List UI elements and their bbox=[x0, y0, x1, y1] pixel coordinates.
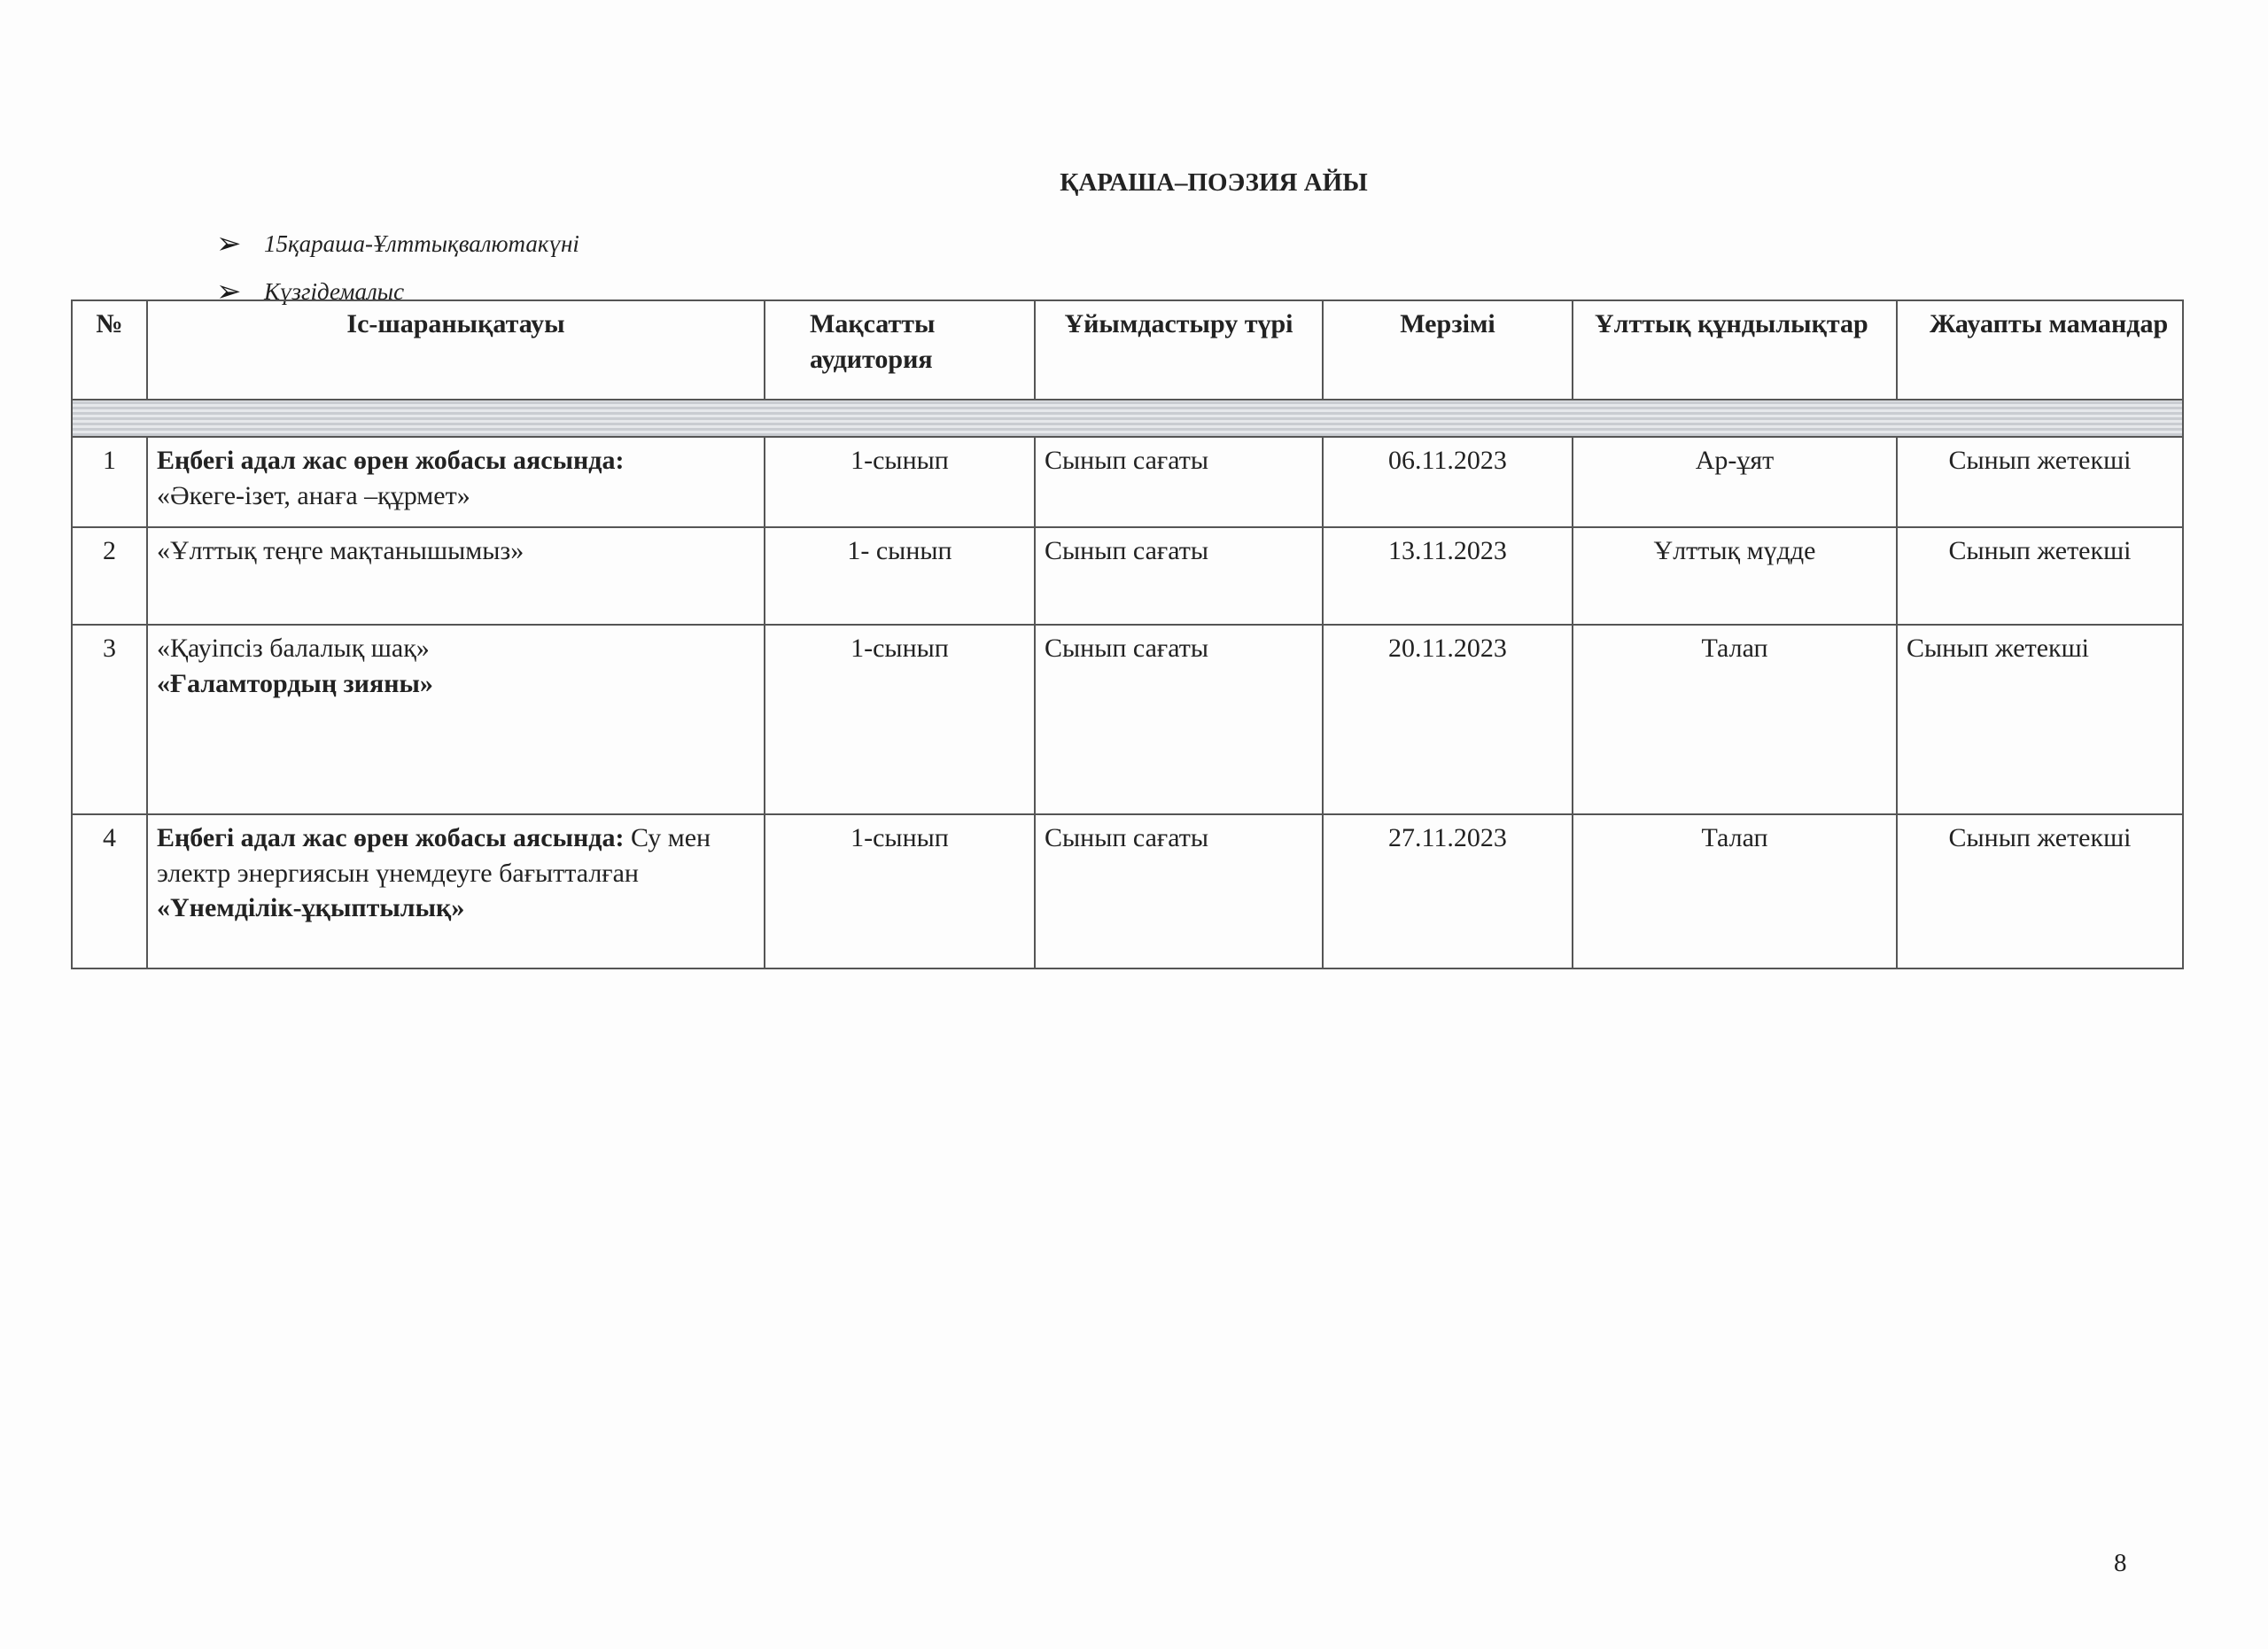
header-date: Мерзімі bbox=[1323, 300, 1573, 400]
event-title: «Әкеге-ізет, анаға –құрмет» bbox=[157, 480, 470, 510]
audience-cell: 1- сынып bbox=[765, 527, 1035, 625]
event-cell bbox=[147, 437, 765, 527]
bullet-text: 15қараша-Ұлттықвалютакүні bbox=[264, 229, 579, 257]
event-title-bold: Еңбегі адал жас өрен жобасы аясында: bbox=[157, 823, 625, 852]
events-table bbox=[71, 299, 2184, 969]
form-cell: Сынып сағаты bbox=[1035, 437, 1323, 527]
bullet-text: Күзгідемалыс bbox=[264, 277, 405, 305]
event-cell bbox=[147, 527, 765, 625]
audience-cell: 1-сынып bbox=[765, 437, 1035, 527]
audience-cell: 1-сынып bbox=[765, 625, 1035, 814]
bullet-item bbox=[216, 220, 579, 268]
header-event: Іс-шаранықатауы bbox=[147, 300, 765, 400]
values-cell: Талап bbox=[1573, 814, 1897, 968]
values-cell: Талап bbox=[1573, 625, 1897, 814]
date-cell: 27.11.2023 bbox=[1323, 814, 1573, 968]
form-cell: Сынып сағаты bbox=[1035, 625, 1323, 814]
form-cell: Сынып сағаты bbox=[1035, 814, 1323, 968]
responsible-cell: Сынып жетекші bbox=[1897, 527, 2183, 625]
values-cell: Ар-ұят bbox=[1573, 437, 1897, 527]
header-form: Ұйымдастыру түрі bbox=[1035, 300, 1323, 400]
event-title-bold: «Үнемділік-ұқыптылық» bbox=[157, 893, 465, 923]
table-header-row bbox=[72, 300, 2183, 400]
arrow-bullet-icon: ➢ bbox=[216, 226, 242, 261]
table-row bbox=[72, 625, 2183, 814]
event-title-bold: «Ғаламтордың зияны» bbox=[157, 668, 433, 698]
audience-cell: 1-сынып bbox=[765, 814, 1035, 968]
event-title: Су мен электр энергиясын үнемдеуге бағытталған bbox=[157, 823, 711, 888]
event-title-bold: Еңбегі адал жас өрен жобасы аясында: bbox=[157, 446, 625, 475]
header-responsible: Жауапты мамандар bbox=[1897, 300, 2183, 400]
responsible-cell: Сынып жетекші bbox=[1897, 437, 2183, 527]
table-row bbox=[72, 527, 2183, 625]
page-number: 8 bbox=[2114, 1549, 2127, 1577]
responsible-cell: Сынып жетекші bbox=[1897, 625, 2183, 814]
form-cell: Сынып сағаты bbox=[1035, 527, 1323, 625]
responsible-cell: Сынып жетекші bbox=[1897, 814, 2183, 968]
shaded-separator-cell bbox=[72, 400, 2183, 437]
event-cell bbox=[147, 625, 765, 814]
shaded-separator-row bbox=[72, 400, 2183, 437]
table-row bbox=[72, 437, 2183, 527]
row-number: 1 bbox=[72, 437, 147, 527]
values-cell: Ұлттық мүдде bbox=[1573, 527, 1897, 625]
table-row bbox=[72, 814, 2183, 968]
date-cell: 06.11.2023 bbox=[1323, 437, 1573, 527]
page-heading: ҚАРАША–ПОЭЗИЯ АЙЫ bbox=[1060, 168, 1368, 197]
row-number: 3 bbox=[72, 625, 147, 814]
date-cell: 20.11.2023 bbox=[1323, 625, 1573, 814]
row-number: 2 bbox=[72, 527, 147, 625]
arrow-bullet-icon: ➢ bbox=[216, 274, 242, 309]
header-audience: Мақсатты аудитория bbox=[765, 300, 1035, 400]
event-title: «Қауіпсіз балалық шақ» bbox=[157, 634, 430, 663]
event-title: «Ұлттық теңге мақтанышымыз» bbox=[157, 536, 524, 565]
event-cell bbox=[147, 814, 765, 968]
header-number: № bbox=[72, 300, 147, 400]
header-values: Ұлттық құндылықтар bbox=[1573, 300, 1897, 400]
row-number: 4 bbox=[72, 814, 147, 968]
date-cell: 13.11.2023 bbox=[1323, 527, 1573, 625]
